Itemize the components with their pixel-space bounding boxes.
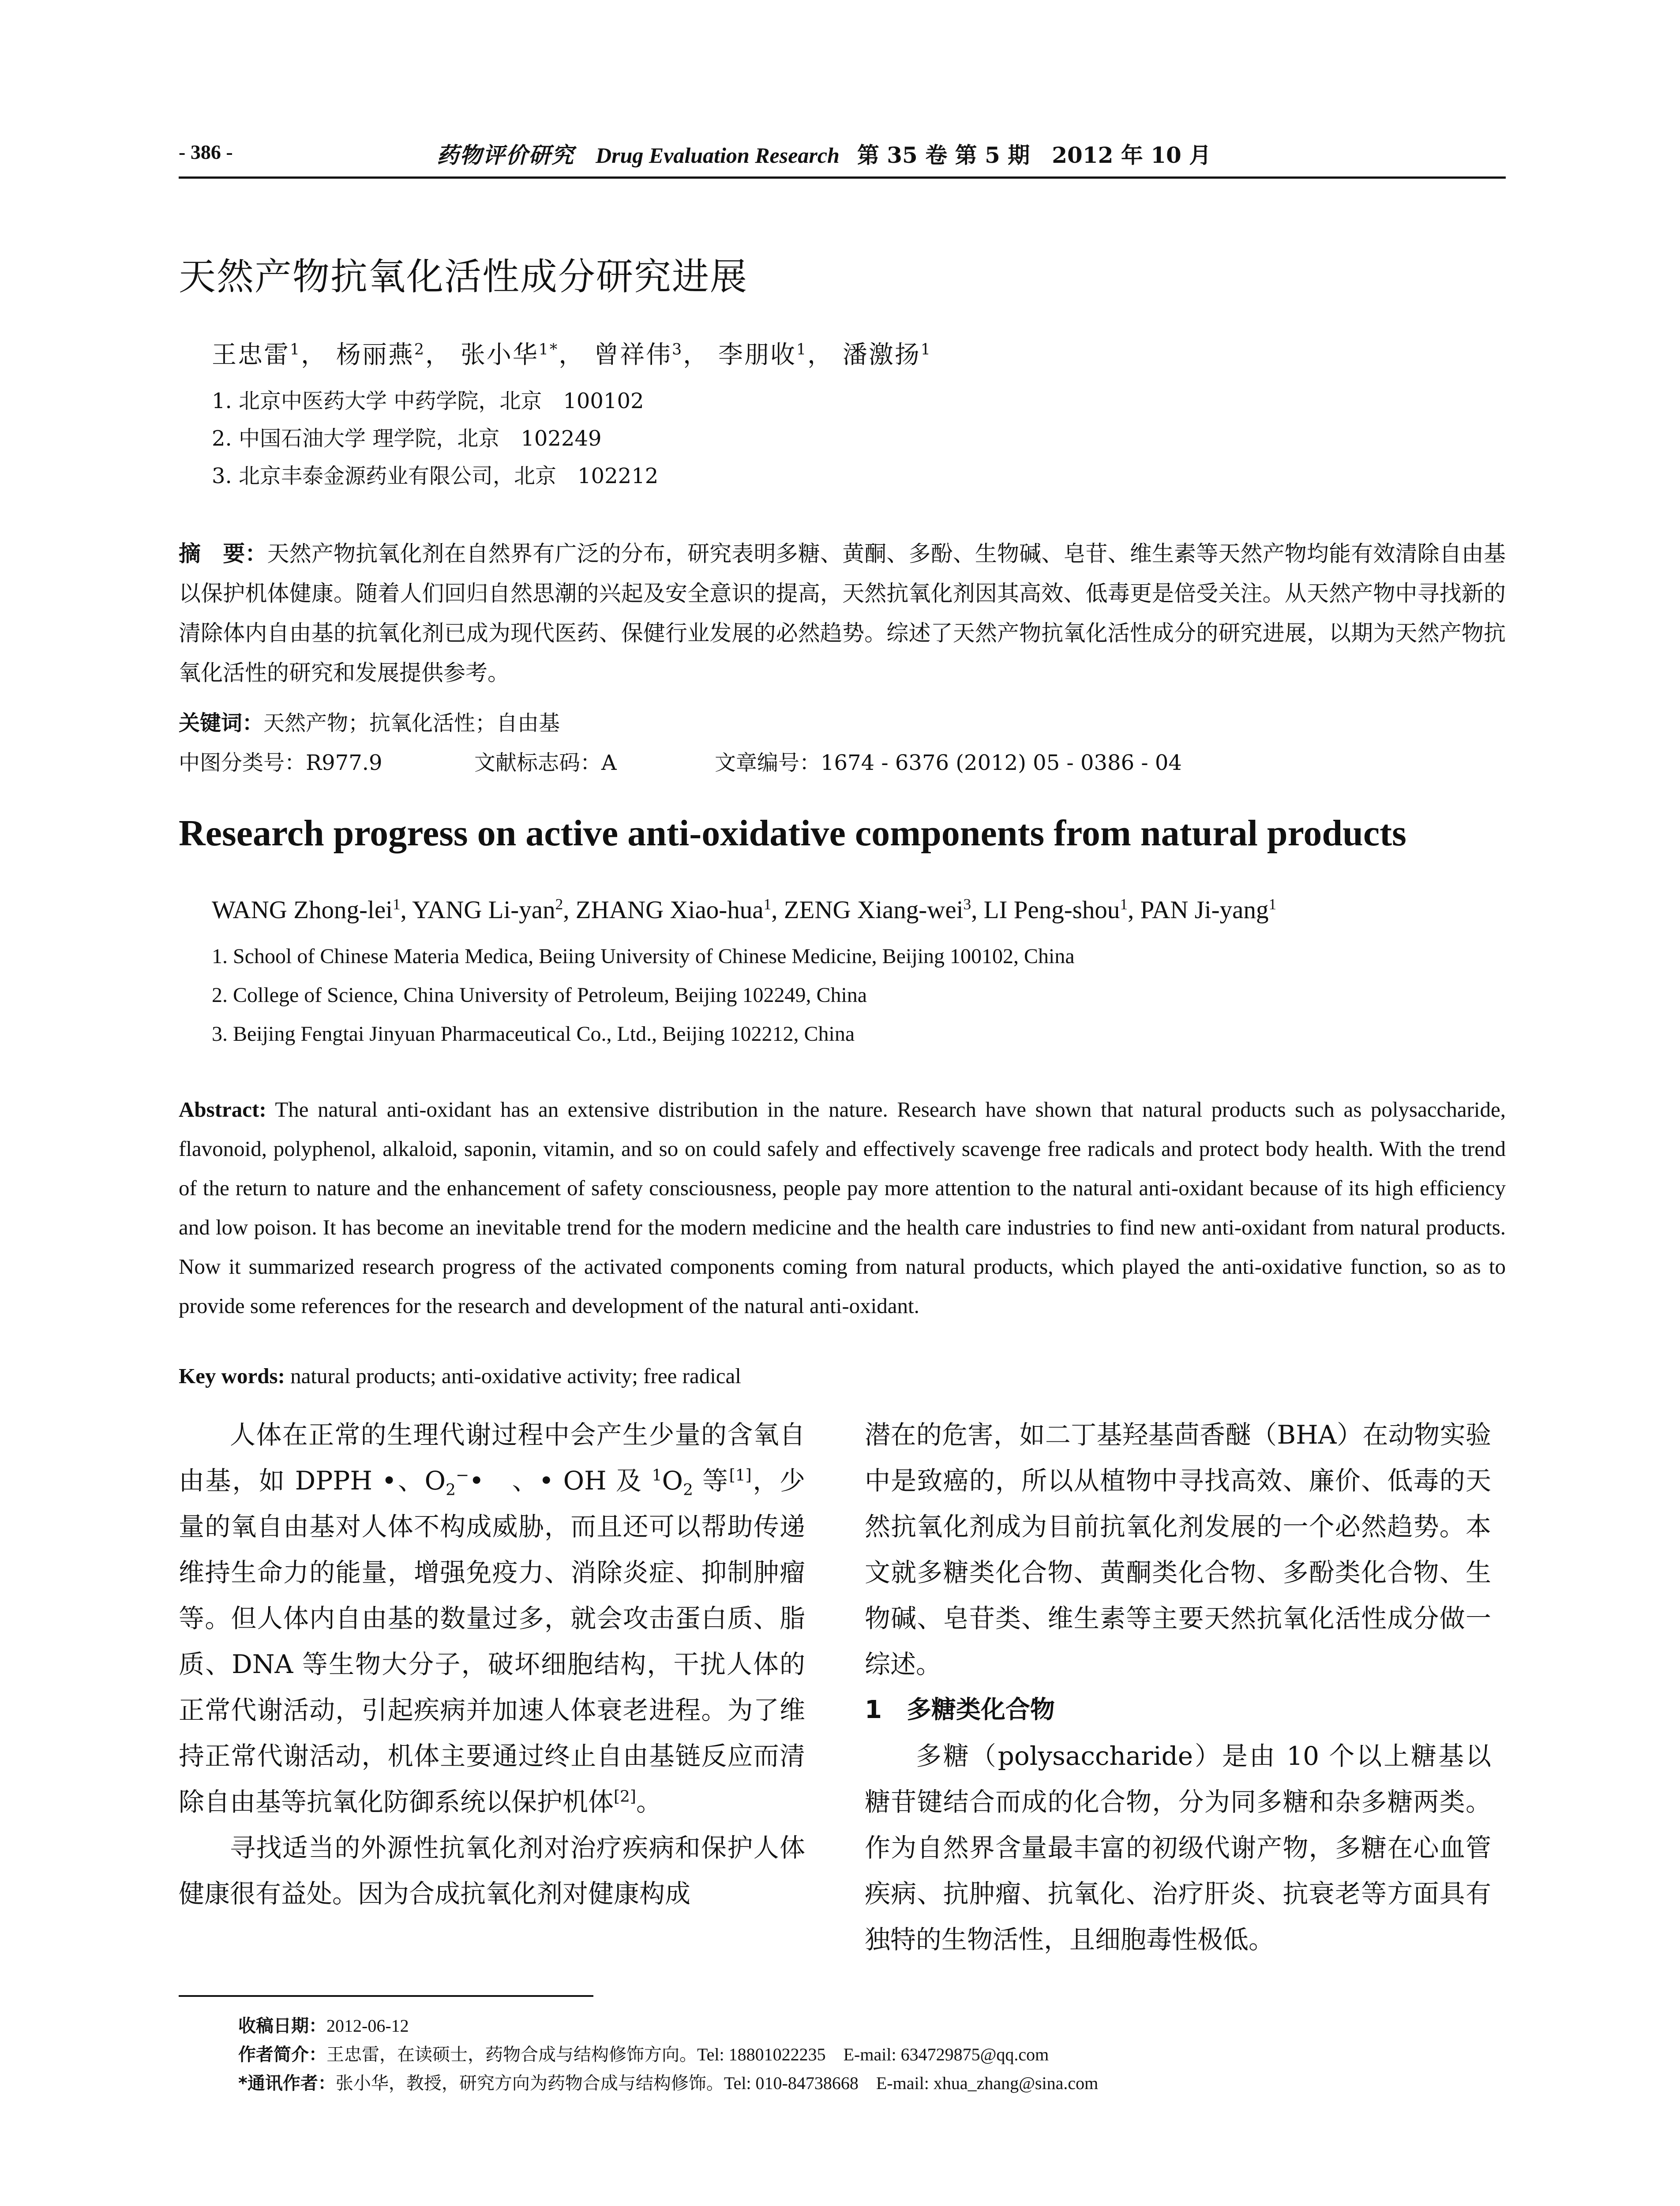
journal-logo-cn: 药物评价研究 bbox=[437, 142, 574, 168]
classification-doc-code: 文献标志码：A bbox=[474, 750, 617, 775]
abstract-cn bbox=[179, 534, 1506, 693]
author-affiliation-mark: 1 bbox=[796, 341, 808, 359]
footnote-divider bbox=[179, 1995, 593, 1997]
author-affiliation-mark: 1 bbox=[393, 896, 401, 913]
author-affiliation-mark: 1 bbox=[290, 341, 301, 359]
article-title-cn: 天然产物抗氧化活性成分研究进展 bbox=[179, 255, 748, 298]
keywords-text-en: natural products; anti-oxidative activity; free radical bbox=[290, 1364, 741, 1388]
author-affiliation-mark: 1 bbox=[920, 341, 932, 359]
abstract-en bbox=[179, 1090, 1506, 1325]
author-affiliation-mark: 2 bbox=[414, 341, 425, 359]
body-paragraph: 人体在正常的生理代谢过程中会产生少量的含氧自由基，如 DPPH •、$O_2^-•$ 、• OH 及 $^1O_2$ 等[1]，少量的氧自由基对人体不构成威胁，而且还可以帮助传递维持生命力的能量，增强免疫力、消除炎症、抑制肿瘤等。但人体内自由基的数量过多，就会攻击蛋白质、脂质、DNA 等生物大分子，破坏细胞结构，干扰人体的正常代谢活动，引起疾病并加速人体衰老进程。为了维持正常代谢活动，机体主要通过终止自由基链反应而清除自由基等抗氧化防御系统以保护机体[2]。 bbox=[179, 1420, 805, 1817]
classification-clc: 中图分类号：R977.9 bbox=[179, 750, 382, 775]
body-paragraph: 多糖（polysaccharide）是由 10 个以上糖基以糖苷键结合而成的化合物，分为同多糖和杂多糖两类。作为自然界含量最丰富的初级代谢产物，多糖在心血管疾病、抗肿瘤、抗氧化、治疗肝炎、抗衰老等方面具有独特的生物活性，且细胞毒性极低。 bbox=[865, 1741, 1491, 1955]
body-paragraph: 寻找适当的外源性抗氧化剂对治疗疾病和保护人体健康很有益处。因为合成抗氧化剂对健康构成 bbox=[179, 1833, 805, 1909]
abstract-label-en: Abstract: bbox=[179, 1097, 266, 1122]
keywords-text-cn: 天然产物；抗氧化活性；自由基 bbox=[263, 711, 560, 735]
author-name: PAN Ji-yang bbox=[1140, 896, 1269, 924]
author-name: LI Peng-shou bbox=[983, 896, 1120, 924]
footnote-author-bio: 作者简介：王忠雷，在读硕士，药物合成与结构修饰方向。Tel: 18801022235 E-mail: 634729875@qq.com bbox=[238, 2045, 1049, 2065]
keywords-cn bbox=[179, 706, 560, 736]
abstract-text-cn: 天然产物抗氧化剂在自然界有广泛的分布，研究表明多糖、黄酮、多酚、生物碱、皂苷、维生素等天然产物均能有效清除自由基以保护机体健康。随着人们回归自然思潮的兴起及安全意识的提高，天然抗氧化剂因其高效、低毒更是倍受关注。从天然产物中寻找新的清除体内自由基的抗氧化剂已成为现代医药、保健行业发展的必然趋势。综述了天然产物抗氧化活性成分的研究进展，以期为天然产物抗氧化活性的研究和发展提供参考。 bbox=[179, 541, 1506, 686]
abstract-label-cn: 摘 要： bbox=[179, 541, 267, 567]
classification-article-no: 文章编号：1674 - 6376 (2012) 05 - 0386 - 04 bbox=[715, 750, 1182, 775]
author-affiliation-mark: 1 bbox=[1268, 896, 1277, 913]
affiliation-cn: 1. 北京中医药大学 中药学院，北京 100102 bbox=[212, 389, 644, 413]
body-column-left bbox=[179, 1412, 805, 1917]
author-name: 张小华 bbox=[460, 341, 539, 369]
citation-ref: [2] bbox=[614, 1787, 636, 1806]
author-name: 潘激扬 bbox=[842, 341, 921, 369]
body-paragraph: 潜在的危害，如二丁基羟基茴香醚（BHA）在动物实验中是致癌的，所以从植物中寻找高效、廉价、低毒的天然抗氧化剂成为目前抗氧化剂发展的一个必然趋势。本文就多糖类化合物、黄酮类化合物、多酚类化合物、生物碱、皂苷类、维生素等主要天然抗氧化活性成分做一综述。 bbox=[865, 1420, 1491, 1679]
author-name: 李朋收 bbox=[718, 341, 796, 369]
author-list-en: WANG Zhong-lei$^1$, YANG Li-yan$^2$, ZHANG Xiao-hua$^1$, ZENG Xiang-wei$^3$, LI Peng-shou$^1$, PAN Ji-yang$^1$ bbox=[212, 896, 1277, 924]
author-name: 杨丽燕 bbox=[336, 341, 414, 369]
author-affiliation-mark: 3 bbox=[672, 341, 683, 359]
author-affiliation-mark: 1* bbox=[538, 341, 559, 359]
affiliation-en: 2. College of Science, China University of Petroleum, Beijing 102249, China bbox=[212, 983, 867, 1007]
author-name: 曾祥伟 bbox=[594, 341, 672, 369]
section-heading: 1 多糖类化合物 bbox=[865, 1696, 1055, 1724]
affiliation-cn: 2. 中国石油大学 理学院，北京 102249 bbox=[212, 426, 602, 451]
author-affiliation-mark: 2 bbox=[555, 896, 563, 913]
abstract-text-en: The natural anti-oxidant has an extensive distribution in the nature. Research have shown that natural products such as polysaccharide, flavonoid, polyphenol, alkaloid, saponin, vitamin, and so on could safely and effectively scavenge free radicals and protect body health. With the trend of the return to nature and the enhancement of safety consciousness, people pay more attention to the natural anti-oxidant because of its high efficiency and low poison. It has become an inevitable trend for the modern medicine and the health care industries to find new anti-oxidant from natural products. Now it summarized research progress of the activated components coming from natural products, which played the anti-oxidative function, so as to provide some references for the research and development of the natural anti-oxidant. bbox=[179, 1097, 1506, 1318]
journal-name-en: Drug Evaluation Research bbox=[596, 143, 840, 168]
keywords-en bbox=[179, 1363, 741, 1388]
author-name: 王忠雷 bbox=[212, 341, 290, 369]
author-list-cn: 王忠雷$^1$， 杨丽燕$^2$， 张小华$^{1*}$， 曾祥伟$^3$， 李朋收$^1$， 潘激扬$^1$ bbox=[212, 341, 932, 369]
journal-header bbox=[437, 138, 1211, 169]
header-divider bbox=[179, 176, 1506, 179]
citation-ref: [1] bbox=[729, 1466, 752, 1485]
author-name: ZHANG Xiao-hua bbox=[575, 896, 764, 924]
footnote-received-date: 收稿日期：2012-06-12 bbox=[238, 2016, 409, 2036]
author-affiliation-mark: 1 bbox=[1120, 896, 1128, 913]
author-name: WANG Zhong-lei bbox=[212, 896, 393, 924]
affiliation-en: 1. School of Chinese Materia Medica, Beiing University of Chinese Medicine, Beijing 100102, China bbox=[212, 945, 1075, 968]
author-affiliation-mark: 1 bbox=[763, 896, 772, 913]
keywords-label-cn: 关键词： bbox=[179, 711, 264, 735]
body-column-right bbox=[865, 1412, 1491, 1962]
footnote-corresponding-author: *通讯作者：张小华，教授，研究方向为药物合成与结构修饰。Tel: 010-84738668 E-mail: xhua_zhang@sina.com bbox=[238, 2073, 1099, 2093]
author-name: YANG Li-yan bbox=[412, 896, 555, 924]
journal-issue: 第 35 卷 第 5 期 2012 年 10 月 bbox=[857, 142, 1211, 168]
page-number: - 386 - bbox=[179, 141, 233, 163]
article-title-en: Research progress on active anti-oxidative components from natural products bbox=[179, 813, 1406, 854]
keywords-label-en: Key words: bbox=[179, 1364, 285, 1388]
affiliation-cn: 3. 北京丰泰金源药业有限公司，北京 102212 bbox=[212, 464, 659, 488]
author-name: ZENG Xiang-wei bbox=[784, 896, 964, 924]
affiliation-en: 3. Beijing Fengtai Jinyuan Pharmaceutical Co., Ltd., Beijing 102212, China bbox=[212, 1022, 855, 1046]
author-affiliation-mark: 3 bbox=[963, 896, 971, 913]
